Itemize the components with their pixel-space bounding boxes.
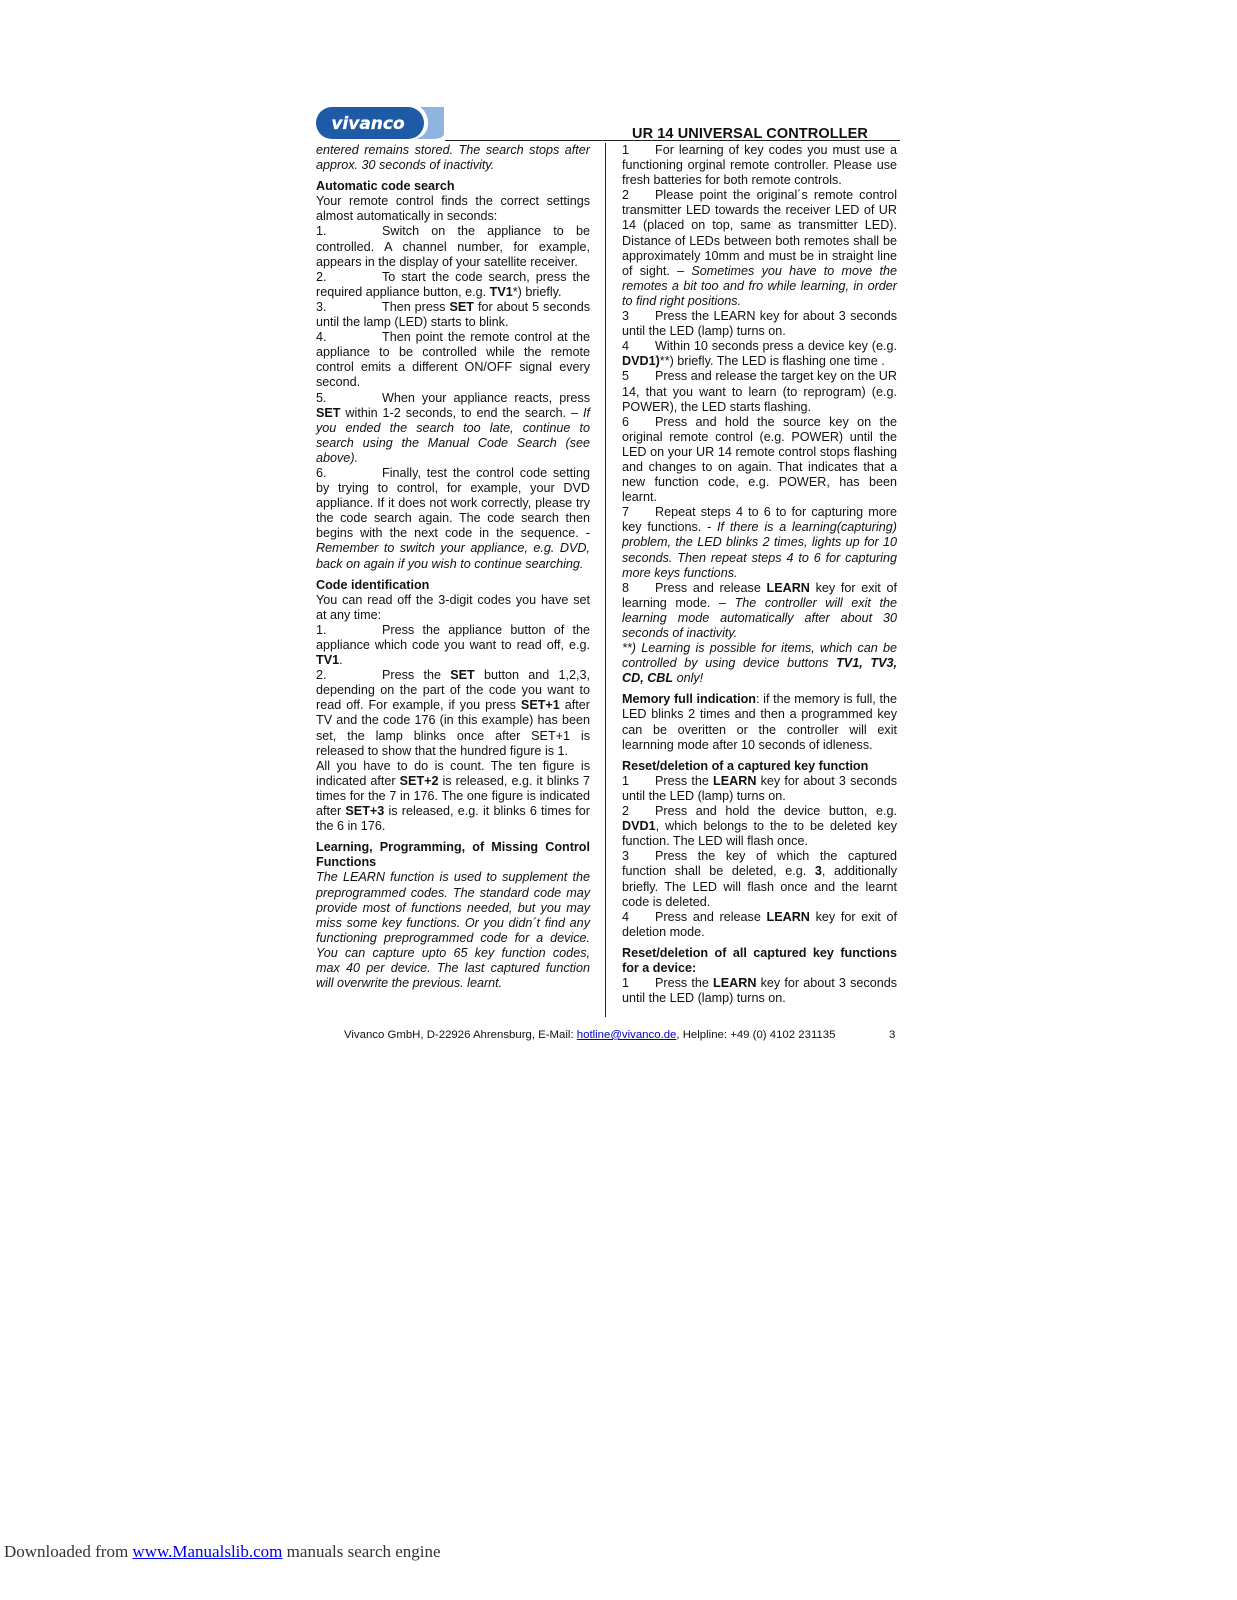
paragraph: The LEARN function is used to supplement the preprogrammed codes. The standard code may provide most of functions needed, but you may miss some key functions. Or you didn´t find any functioning preprogrammed code for a device. You can capture upto 65 key function codes, max 40 per device. The last captured function will overwrite the previous. learnt.: [316, 870, 590, 991]
paragraph: You can read off the 3-digit codes you have set at any time:: [316, 592, 590, 622]
right-column: [622, 143, 897, 1006]
section-heading: Learning, Programming, of Missing Control Functions: [316, 840, 590, 870]
paragraph: entered remains stored. The search stops after approx. 30 seconds of inactivity.: [316, 143, 590, 173]
paragraph: Memory full indication: if the memory is full, the LED blinks 2 times and then a programmed key can be overitten or the controller will exit learnning mode after 10 seconds of idleness.: [622, 692, 897, 752]
section-heading: Automatic code search: [316, 179, 455, 194]
step: 2. Press the SET button and 1,2,3, depending on the part of the code you want to read off. For example, if you press SET+1 after TV and the code 176 (in this example) has been set, the lamp blinks once after SET+1 is released to show that the hundred figure is 1.: [316, 668, 590, 758]
page-title: UR 14 UNIVERSAL CONTROLLER: [632, 126, 868, 142]
footer-text: Vivanco GmbH, D-22926 Ahrensburg, E-Mail:: [344, 1029, 577, 1041]
section-heading: Reset/deletion of all captured key functions for a device:: [622, 945, 897, 975]
footer-helpline: , Helpline: +49 (0) 4102 231135: [676, 1029, 836, 1041]
section-heading: Reset/deletion of a captured key function: [622, 758, 869, 773]
step: 1 Press the LEARN key for about 3 seconds until the LED (lamp) turns on.: [622, 976, 898, 1006]
vivanco-logo: [316, 105, 444, 141]
email-link[interactable]: hotline@vivanco.de: [576, 1029, 677, 1041]
manualslib-link[interactable]: www.Manualslib.com: [132, 1542, 283, 1561]
step: 3 Press the key of which the captured function shall be deleted, e.g. 3, additionally briefly. The LED will flash once and the learnt code is deleted.: [622, 849, 897, 909]
column-divider: [605, 143, 606, 1017]
step: 6 Press and hold the source key on the original remote control (e.g. POWER) until the LED on your UR 14 remote control stops flashing and changes to on again. That indicates that a new function code, e.g. POWER, has been learnt.: [622, 414, 897, 505]
step: 1. Switch on the appliance to be controlled. A channel number, for example, appears in the display of your satellite receiver.: [316, 224, 590, 269]
step: 2. To start the code search, press the required appliance button, e.g. TV1*) briefly.: [316, 269, 590, 299]
section-heading: Code identification: [316, 577, 430, 592]
step: 4 Within 10 seconds press a device key (e.g. DVD1)**) briefly. The LED is flashing one time .: [622, 339, 897, 369]
step: 1 Press the LEARN key for about 3 seconds until the LED (lamp) turns on.: [622, 773, 898, 803]
step: 1. Press the appliance button of the appliance which code you want to read off, e.g. TV1.: [316, 622, 590, 668]
step: 4 Press and release LEARN key for exit of deletion mode.: [622, 909, 897, 939]
left-column: [316, 143, 590, 991]
step: 7 Repeat steps 4 to 6 to for capturing more key functions. - If there is a learning(capturing) problem, the LED blinks 2 times, lights up for 10 seconds. Then repeat steps 4 to 6 for capturing more keys functions.: [622, 505, 897, 580]
step: 5 Press and release the target key on the UR 14, that you want to learn (to reprogram) (e.g. POWER), the LED starts flashing.: [622, 369, 897, 414]
paragraph: All you have to do is count. The ten figure is indicated after SET+2 is released, e.g. it blinks 7 times for the 7 in 176. The one figure is indicated after SET+3 is released, e.g. it blinks 6 times for the 6 in 176.: [316, 758, 591, 834]
step: 6. Finally, test the control code setting by trying to control, for example, your DVD appliance. If it does not work correctly, please try the code search again. The code search then begins with the next code in the sequence. - Remember to switch your appliance, e.g. DVD, back on again if you wish to continue searching.: [316, 465, 590, 571]
footer: [344, 1029, 835, 1041]
step: 3 Press the LEARN key for about 3 seconds until the LED (lamp) turns on.: [622, 309, 897, 339]
footnote: **) Learning is possible for items, which can be controlled by using device buttons TV1, TV3, CD, CBL only!: [622, 641, 897, 686]
step: 5. When your appliance reacts, press SET within 1-2 seconds, to end the search. – If you ended the search too late, continue to search using the Manual Code Search (see above).: [316, 390, 590, 465]
step: 4. Then point the remote control at the appliance to be controlled while the remote control emits a different ON/OFF signal every second.: [316, 330, 590, 390]
step: 8 Press and release LEARN key for exit of learning mode. – The controller will exit the learning mode automatically after about 30 seconds of inactivity.: [622, 580, 897, 640]
step: 3. Then press SET for about 5 seconds until the lamp (LED) starts to blink.: [316, 299, 591, 330]
paragraph: Your remote control finds the correct settings almost automatically in seconds:: [316, 194, 590, 224]
step: 1 For learning of key codes you must use a functioning orginal remote controller. Please use fresh batteries for both remote controls.: [622, 143, 897, 188]
step: 2 Please point the original´s remote control transmitter LED towards the receiver LED of UR 14 (placed on top, same as transmitter LED). Distance of LEDs between both remotes shall be approximately 10mm and must be in straight line of sight. – Sometimes you have to move the remotes a bit too and fro while learning, in order to find right positions.: [622, 188, 898, 308]
step: 2 Press and hold the device button, e.g. DVD1, which belongs to the to be deleted key function. The LED will flash once.: [622, 804, 897, 849]
download-notice: Downloaded from www.Manualslib.com manuals search engine: [4, 1542, 441, 1561]
page-number: 3: [889, 1029, 896, 1041]
svg-text:vivanco: vivanco: [331, 114, 405, 134]
